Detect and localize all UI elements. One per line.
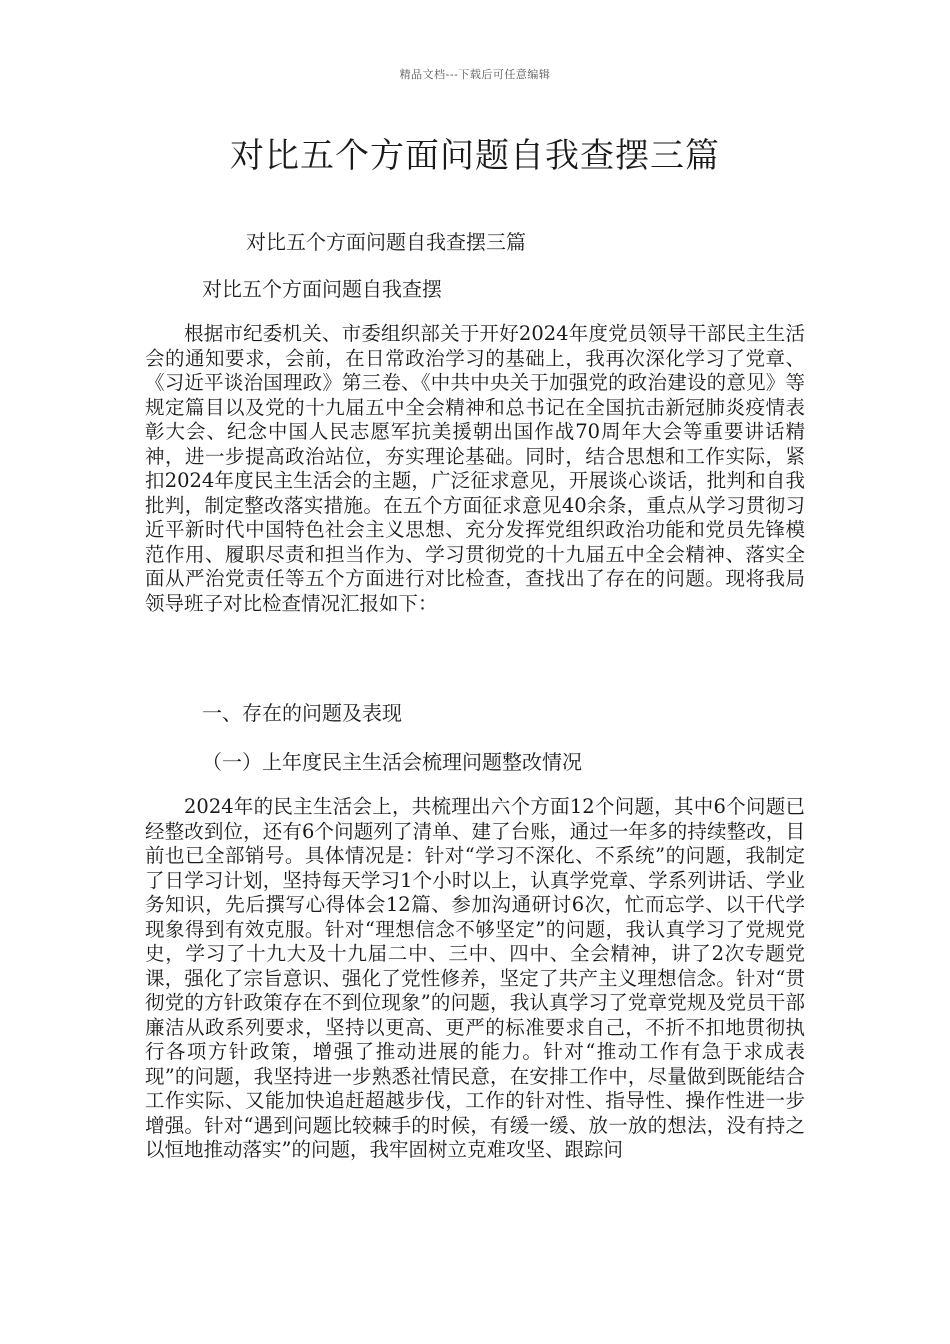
heading-rectification: （一）上年度民主生活会梳理问题整改情况 bbox=[202, 750, 582, 774]
document-title: 对比五个方面问题自我查摆三篇 bbox=[230, 136, 720, 176]
header-note: 精品文档---下载后可任意编辑 bbox=[399, 68, 551, 81]
paragraph-rectification: 2024年的民主生活会上，共梳理出六个方面12个问题，其中6个问题已经整改到位，还有6个问题列了清单、建了台账，通过一年多的持续整改，目前也已全部销号。具体情况是：针对“学习不深化、不系统”的问题，我制定了日学习计划，坚持每天学习1个小时以上，认真学党章、学系列讲话、学业务知识，先后撰写心得体会12篇、参加沟通研讨6次，忙而忘学、以干代学现象得到有效克服。针对“理想信念不够坚定”的问题，我认真学习了党规党史，学习了十九大及十九届二中、三中、四中、全会精神，讲了2次专题党课，强化了宗旨意识、强化了党性修养，坚定了共产主义理想信念。针对“贯彻党的方针政策存在不到位现象”的问题，我认真学习了党章党规及党员干部廉洁从政系列要求，坚持以更高、更严的标准要求自己，不折不扣地贯彻执行各项方针政策，增强了推动进展的能力。针对“推动工作有急于求成表现”的问题，我坚持进一步熟悉社情民意，在安排工作中，尽量做到既能结合工作实际、又能加快追赶超越步伐，工作的针对性、指导性、操作性进一步增强。针对“遇到问题比较棘手的时候，有缓一缓、放一放的想法，没有持之以恒地推动落实”的问题，我牢固树立克难攻坚、跟踪问 bbox=[145, 795, 805, 1161]
heading-problems: 一、存在的问题及表现 bbox=[202, 701, 402, 725]
document-subtitle: 对比五个方面问题自我查摆三篇 bbox=[246, 230, 526, 254]
paragraph-intro: 根据市纪委机关、市委组织部关于开好2024年度党员领导干部民主生活会的通知要求，会前，在日常政治学习的基础上，我再次深化学习了党章、《习近平谈治国理政》第三卷、《中共中央关于加强党的政治建设的意见》等规定篇目以及党的十九届五中全会精神和总书记在全国抗击新冠肺炎疫情表彰大会、纪念中国人民志愿军抗美援朝出国作战70周年大会等重要讲话精神，进一步提高政治站位，夯实理论基础。同时，结合思想和工作实际，紧扣2024年度民主生活会的主题，广泛征求意见，开展谈心谈话，批判和自我批判，制定整改落实措施。在五个方面征求意见40余条，重点从学习贯彻习近平新时代中国特色社会主义思想、充分发挥党组织政治功能和党员先锋模范作用、履职尽责和担当作为、学习贯彻党的十九届五中全会精神、落实全面从严治党责任等五个方面进行对比检查，查找出了存在的问题。现将我局领导班子对比检查情况汇报如下： bbox=[145, 322, 805, 615]
section-heading: 对比五个方面问题自我查摆 bbox=[202, 277, 442, 301]
